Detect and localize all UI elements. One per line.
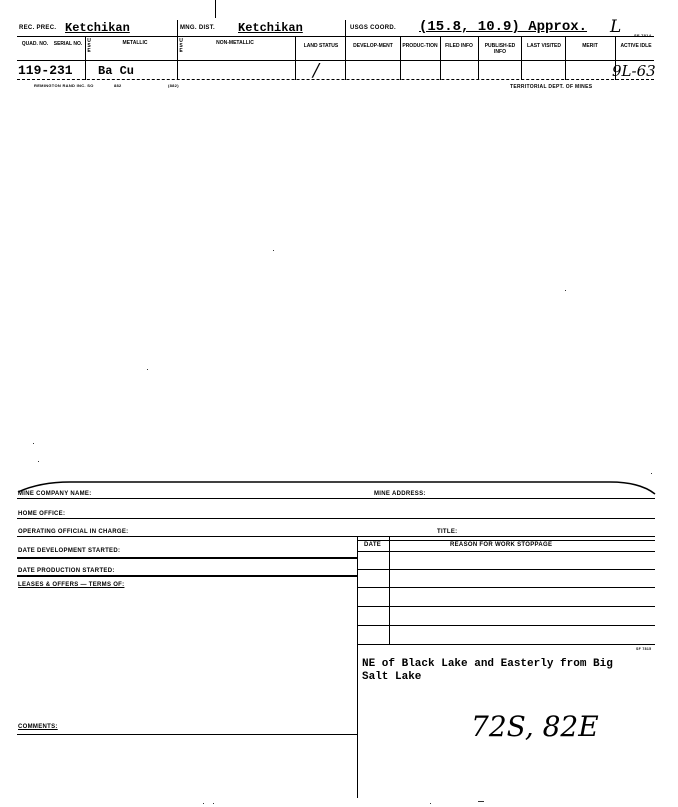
table-header-line <box>357 551 655 552</box>
printer-line: REMINGTON RAND INC. SO <box>34 83 94 88</box>
header-nonmetallic-use: U S E <box>179 38 183 54</box>
territorial-dept: TERRITORIAL DEPT. OF MINES <box>510 84 593 90</box>
date-development-label: DATE DEVELOPMENT STARTED: <box>18 548 121 554</box>
top-tick-line <box>215 0 216 18</box>
speck <box>38 461 39 462</box>
operating-official-label: OPERATING OFFICIAL IN CHARGE: <box>18 529 129 535</box>
header-merit: MERIT <box>582 43 598 49</box>
table-row-line <box>357 625 655 626</box>
line-comments <box>17 734 357 735</box>
header-land-status: LAND STATUS <box>303 43 339 49</box>
table-top-line <box>357 540 655 541</box>
col-line <box>440 36 441 80</box>
line-company <box>17 498 655 499</box>
grid-line-1 <box>17 36 654 37</box>
quad-serial-value: 119-231 <box>18 63 73 78</box>
header-quad-no: QUAD. NO. <box>21 41 49 47</box>
line-official <box>17 536 655 537</box>
table-row-line <box>357 606 655 607</box>
date-col-label: DATE <box>364 542 382 548</box>
col-line <box>521 36 522 80</box>
reason-col-label: REASON FOR WORK STOPPAGE <box>450 542 553 548</box>
line-date-prod <box>17 575 357 577</box>
handwritten-note: 72S, 82E <box>471 710 599 743</box>
merit-value: 9L-63 <box>612 62 656 80</box>
speck <box>33 443 34 444</box>
form-number-bottom: SF 7815 <box>636 647 652 651</box>
card-top-curve <box>0 470 678 500</box>
rec-prec-label: REC. PREC. <box>19 25 57 31</box>
header-nonmetallic: NON-METALLIC <box>216 40 254 46</box>
col-line <box>400 36 401 80</box>
header-development: DEVELOP-MENT <box>353 43 393 49</box>
table-date-divider <box>389 536 390 644</box>
header-active-idle: ACTIVE IDLE <box>620 43 652 49</box>
header-filed-info: FILED INFO <box>445 43 473 49</box>
mining-dist-label: MNG. DIST. <box>180 25 216 31</box>
line-date-dev <box>17 557 357 559</box>
printer-code: 882 <box>114 83 122 88</box>
usgs-coord-value: (15.8, 10.9) Approx. <box>419 19 588 35</box>
date-production-label: DATE PRODUCTION STARTED: <box>18 568 115 574</box>
col-line <box>478 36 479 80</box>
form-number-top: SF 7814 <box>634 33 652 38</box>
mine-address-label: MINE ADDRESS: <box>374 491 426 497</box>
comments-label: COMMENTS: <box>18 724 58 730</box>
land-status-mark: / <box>313 60 320 81</box>
header-serial-no: SERIAL NO. <box>53 41 83 47</box>
speck <box>147 369 148 370</box>
corner-mark: L <box>610 17 622 37</box>
speck <box>565 290 566 291</box>
header-last-visited: LAST VISITED <box>527 43 561 49</box>
header-published-info: PUBLISH-ED INFO <box>484 43 516 55</box>
speck <box>203 803 204 804</box>
metallic-value: Ba Cu <box>98 64 135 78</box>
header-metallic-use: U S E <box>87 38 91 54</box>
header-production: PRODUC-TION <box>402 43 438 49</box>
location-line-2: Salt Lake <box>362 671 422 683</box>
col-line <box>345 20 346 80</box>
usgs-coord-label: USGS COORD. <box>350 25 396 31</box>
rec-prec-value: Ketchikan <box>65 21 130 35</box>
title-label: TITLE: <box>437 529 458 535</box>
location-line-1: NE of Black Lake and Easterly from Big <box>362 658 613 670</box>
printer-code-2: (882) <box>168 83 179 88</box>
leases-label: LEASES & OFFERS — TERMS OF: <box>18 582 125 588</box>
center-divider <box>357 536 358 798</box>
table-row-line <box>357 587 655 588</box>
mine-company-label: MINE COMPANY NAME: <box>18 491 92 497</box>
home-office-label: HOME OFFICE: <box>18 511 66 517</box>
mining-dist-value: Ketchikan <box>238 21 303 35</box>
speck <box>430 803 431 804</box>
header-metallic: METALLIC <box>122 40 148 46</box>
grid-line-3 <box>17 79 654 80</box>
line-home-office <box>17 518 655 519</box>
table-row-line <box>357 569 655 570</box>
col-line <box>295 36 296 80</box>
table-row-line <box>357 644 655 645</box>
speck <box>478 801 484 802</box>
speck <box>213 803 214 804</box>
speck <box>273 250 274 251</box>
grid-line-2 <box>17 60 654 61</box>
